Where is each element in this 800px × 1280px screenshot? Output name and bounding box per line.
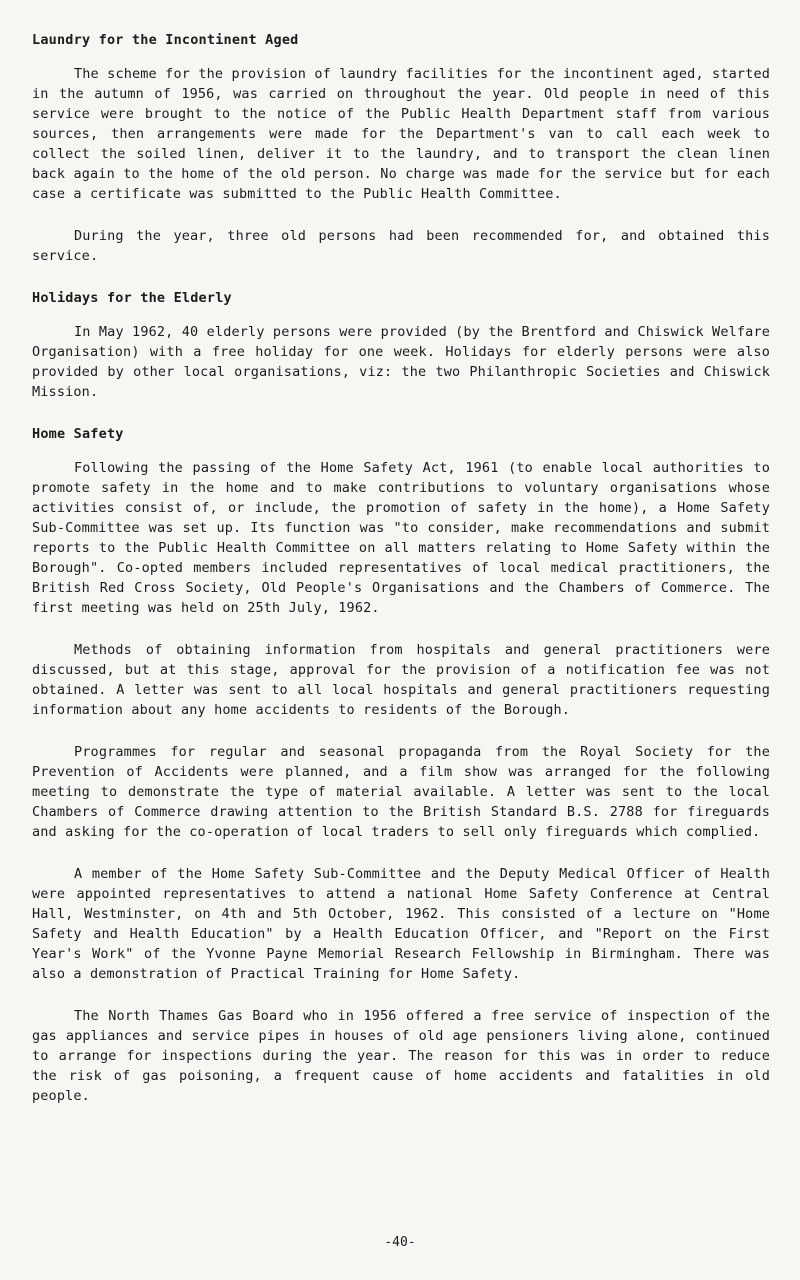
paragraph: A member of the Home Safety Sub-Committee and the Deputy Medical Officer of Health were appointed representatives to attend a national Home Safety Conference at Central Hall, Westminster, on 4th and 5th October, 1962. This consisted of a lecture on "Home Safety and Health Education" by a Health Education Officer, and "Report on the First Year's Work" of the Yvonne Payne Memorial Research Fellowship in Birmingham. There was also a demonstration of Practical Training for Home Safety. <box>32 866 770 982</box>
paragraph: Programmes for regular and seasonal propaganda from the Royal Society for the Prevention of Accidents were planned, and a film show was arranged for the following meeting to demonstrate the type of material available. A letter was sent to the local Chambers of Commerce drawing attention to the British Standard B.S. 2788 for fireguards and asking for the co-operation of local traders to sell only fireguards which complied. <box>32 744 770 840</box>
paragraph: During the year, three old persons had been recommended for, and obtained this service. <box>32 228 770 264</box>
section-laundry-incontinent-aged <box>32 30 770 266</box>
paragraph: Methods of obtaining information from hospitals and general practitioners were discussed, but at this stage, approval for the provision of a notification fee was not obtained. A letter was sent to all local hospitals and general practitioners requesting information about any home accidents to residents of the Borough. <box>32 642 770 718</box>
paragraph: The North Thames Gas Board who in 1956 offered a free service of inspection of the gas appliances and service pipes in houses of old age pensioners living alone, continued to arrange for inspections during the year. The reason for this was in order to reduce the risk of gas poisoning, a frequent cause of home accidents and fatalities in old people. <box>32 1008 770 1104</box>
paragraph: In May 1962, 40 elderly persons were provided (by the Brentford and Chiswick Welfare Organisation) with a free holiday for one week. Holidays for elderly persons were also provided by other local organisations, viz: the two Philanthropic Societies and Chiswick Mission. <box>32 324 770 400</box>
section-heading: Holidays for the Elderly <box>32 290 232 306</box>
paragraph: The scheme for the provision of laundry facilities for the incontinent aged, started in the autumn of 1956, was carried on throughout the year. Old people in need of this service were brought to the notice of the Public Health Department staff from various sources, then arrangements were made for the Department's van to call each week to collect the soiled linen, deliver it to the laundry, and to transport the clean linen back again to the home of the old person. No charge was made for the service but for each case a certificate was submitted to the Public Health Committee. <box>32 66 770 202</box>
section-heading: Home Safety <box>32 426 124 442</box>
section-heading: Laundry for the Incontinent Aged <box>32 32 299 48</box>
section-home-safety <box>32 424 770 1106</box>
paragraph: Following the passing of the Home Safety Act, 1961 (to enable local authorities to promote safety in the home and to make contributions to voluntary organisations whose activities consist of, or include, the promotion of safety in the home), a Home Safety Sub-Committee was set up. Its function was "to consider, make recommendations and submit reports to the Public Health Committee on all matters relating to Home Safety within the Borough". Co-opted members included representatives of local medical practitioners, the British Red Cross Society, Old People's Organisations and the Chambers of Commerce. The first meeting was held on 25th July, 1962. <box>32 460 770 616</box>
page-number: -40- <box>384 1235 416 1250</box>
section-holidays-elderly <box>32 288 770 402</box>
